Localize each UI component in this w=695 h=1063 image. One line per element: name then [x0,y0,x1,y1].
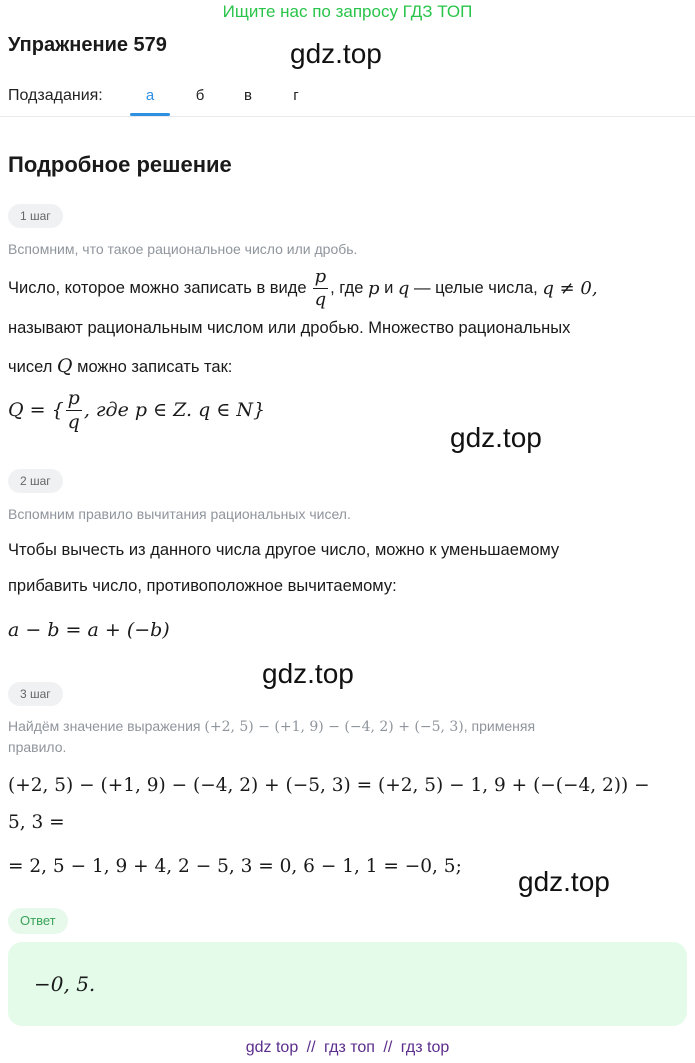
answer-value: −0, 5. [34,972,96,996]
promo-banner: Ищите нас по запросу ГДЗ ТОП [222,2,473,21]
formula-line-3: = 2, 5 − 1, 9 + 4, 2 − 5, 3 = 0, 6 − 1, 1 = −0, 5; [8,856,462,877]
formula-rational-set [8,384,265,436]
watermark: gdz.top [262,658,354,689]
formula-fraction-numerator: p [67,386,80,409]
set-Q: Q [56,355,73,377]
exercise-title: Упражнение 579 [8,34,167,56]
formula-subtraction-rule: a − b = a + (−b) [8,619,170,641]
fraction-denominator: q [314,288,327,310]
step-3-hint-c: правило. [8,739,67,755]
section-title: Подробное решение [8,152,232,177]
formula-left: Q = { [8,399,64,421]
footer-links [0,1039,695,1057]
step-3-hint-a: Найдём значение выражения [8,718,201,734]
var-p: p [367,277,380,299]
footer-separator: // [306,1039,316,1056]
formula-right: , где p ∈ Z. q ∈ N} [83,399,266,421]
tab-subtask-b[interactable]: б [195,87,205,104]
formula-line-1: (+2, 5) − (+1, 9) − (−4, 2) + (−5, 3) = (+2, 5) − 1, 9 + (−(−4, 2)) − [8,775,650,796]
tab-subtask-v[interactable]: в [244,87,252,104]
divider [0,116,695,117]
step-3-hint-b: , применяя [463,718,536,734]
watermark: gdz.top [290,38,382,69]
step-2-hint: Вспомним правило вычитания рациональных чисел. [8,506,351,522]
footer-link-gdz-top-mixed[interactable]: гдз top [400,1039,450,1056]
watermark: gdz.top [518,866,610,897]
subtasks-label: Подзадания: [8,87,103,104]
formula-line-2: 5, 3 = [8,812,65,833]
text-and: и [384,278,394,297]
tab-subtask-a[interactable]: а [145,87,155,104]
fraction-p-q [313,265,329,310]
step-1-line-2: называют рациональным числом или дробью. Множество рациональных [8,319,571,337]
step-3-badge: 3 шаг [8,682,63,706]
footer-separator: // [383,1039,393,1056]
tab-subtask-g[interactable]: г [293,87,299,104]
formula-fraction-denominator: q [67,410,80,433]
step-2-line-1: Чтобы вычесть из данного числа другое число, можно к уменьшаемому [8,541,560,559]
step-3-hint-expression: (+2, 5) − (+1, 9) − (−4, 2) + (−5, 3) [204,719,464,735]
step-1-hint: Вспомним, что такое рациональное число или дробь. [8,241,358,257]
answer-box [8,942,687,1026]
step-1-text-chisel: чисел [8,358,53,376]
step-1-text-c: — целые числа, [414,278,538,297]
footer-link-gdz-top[interactable]: gdz top [245,1039,299,1056]
step-2-badge: 2 шаг [8,469,63,493]
step-2-line-2: прибавить число, противоположное вычитаемому: [8,577,397,595]
formula-fraction [66,386,82,433]
watermark: gdz.top [450,422,542,453]
step-1-badge: 1 шаг [8,204,63,228]
answer-badge: Ответ [8,908,68,934]
step-1-line-1 [8,264,598,312]
step-1-text-b: , где [330,278,364,297]
condition-q-not-zero: q ≠ 0, [542,277,598,299]
fraction-numerator: p [314,265,327,287]
step-1-text-zapisat: можно записать так: [77,358,233,376]
step-3-hint [8,718,535,735]
step-1-line-3 [8,355,232,377]
step-1-text-a: Число, которое можно записать в виде [8,278,307,297]
footer-link-gdz-top-ru[interactable]: гдз топ [324,1039,375,1056]
var-q: q [397,277,410,299]
